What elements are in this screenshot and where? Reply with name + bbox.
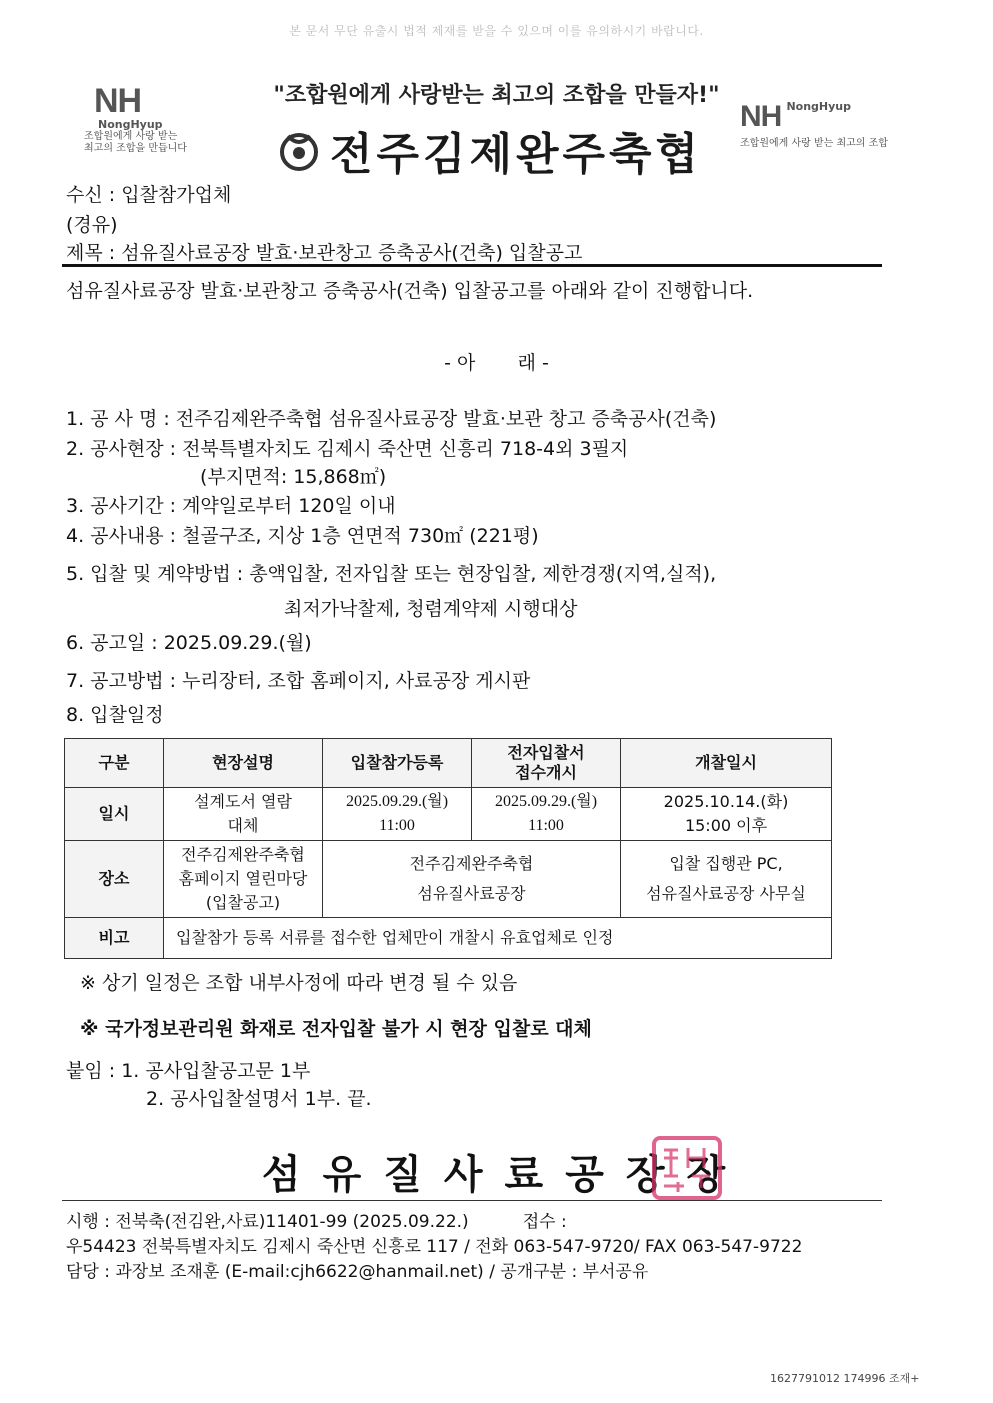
item-5: 5. 입찰 및 계약방법 : 총액입찰, 전자입찰 또는 현장입찰, 제한경쟁(지역,실적), xyxy=(66,563,717,585)
note-fire-fallback: ※ 국가정보관리원 화재로 전자입찰 불가 시 현장 입찰로 대체 xyxy=(80,1018,592,1040)
time-registration: 2025.09.29.(월) 11:00 xyxy=(323,788,472,841)
time-briefing: 설계도서 열람 대체 xyxy=(164,788,323,841)
header-cell-briefing: 현장설명 xyxy=(164,739,323,788)
nh-logo-right xyxy=(740,100,890,150)
footer-contact: 담당 : 과장보 조재훈 (E-mail:cjh6622@hanmail.net) / 공개구분 : 부서공유 xyxy=(66,1262,649,1282)
top-notice: 본 문서 무단 유출시 법적 제재를 받을 수 있으며 이를 유의하시기 바랍니다. xyxy=(289,24,704,38)
table-row-place xyxy=(65,841,832,918)
header-rule xyxy=(62,264,882,267)
item-2: 2. 공사현장 : 전북특별자치도 김제시 죽산면 신흥리 718-4외 3필지 xyxy=(66,438,629,460)
header-cell-registration: 입찰참가등록 xyxy=(323,739,472,788)
org-name: 전주김제완주축협 xyxy=(330,129,703,180)
place-briefing: 전주김제완주축협 홈페이지 열린마당 (입찰공고) xyxy=(164,841,323,918)
nh-logo-left-mark: NH xyxy=(94,82,142,120)
document-number: 1627791012 174996 조재+ xyxy=(770,1372,920,1385)
nh-logo-right-tagline: 조합원에게 사랑 받는 최고의 조합 xyxy=(740,138,888,149)
via-line: (경유) xyxy=(66,214,118,236)
cooperative-emblem-icon xyxy=(276,126,322,172)
sender-title: 섬유질사료공장장 xyxy=(262,1152,748,1198)
footer-rule xyxy=(62,1200,882,1201)
time-opening: 2025.10.14.(화) 15:00 이후 xyxy=(621,788,832,841)
item-5-cont: 최저가낙찰제, 청렴계약제 시행대상 xyxy=(284,598,578,620)
attachment-2: 2. 공사입찰설명서 1부. 끝. xyxy=(146,1088,372,1110)
intro-text: 섬유질사료공장 발효·보관창고 증축공사(건축) 입찰공고를 아래와 같이 진행합니다. xyxy=(66,280,754,302)
slogan: "조합원에게 사랑받는 최고의 조합을 만들자!" xyxy=(273,83,720,108)
item-8: 8. 입찰일정 xyxy=(66,704,164,726)
table-row-remark xyxy=(65,918,832,959)
recipient-line: 수신 : 입찰참가업체 xyxy=(66,184,232,206)
footer-address: 우54423 전북특별자치도 김제시 죽산면 신흥로 117 / 전화 063-547-9720/ FAX 063-547-9722 xyxy=(66,1237,803,1257)
place-registration: 전주김제완주축협 섬유질사료공장 xyxy=(323,841,621,918)
official-seal-stamp xyxy=(648,1132,726,1204)
item-2-area: (부지면적: 15,868㎡) xyxy=(200,466,387,488)
header-cell-e-bid: 전자입찰서 접수개시 xyxy=(472,739,621,788)
remark-text: 입찰참가 등록 서류를 접수한 업체만이 개찰시 유효업체로 인정 xyxy=(164,918,832,959)
time-e-bid: 2025.09.29.(월) 11:00 xyxy=(472,788,621,841)
item-4: 4. 공사내용 : 철골구조, 지상 1층 연면적 730㎡ (221평) xyxy=(66,525,539,547)
nh-logo-right-mark: NH xyxy=(740,100,782,133)
row-label-remark: 비고 xyxy=(65,918,164,959)
header-cell-opening: 개찰일시 xyxy=(621,739,832,788)
nh-logo-left-brand: NongHyup xyxy=(98,118,163,131)
nh-logo-left-tagline-2: 최고의 조합을 만듭니다 xyxy=(84,143,187,154)
item-6: 6. 공고일 : 2025.09.29.(월) xyxy=(66,632,312,654)
nh-logo-right-brand: NongHyup xyxy=(786,100,851,113)
place-opening: 입찰 집행관 PC, 섬유질사료공장 사무실 xyxy=(621,841,832,918)
row-label-place: 장소 xyxy=(65,841,164,918)
attachment-1: 붙임 : 1. 공사입찰공고문 1부 xyxy=(66,1060,311,1082)
table-header-row xyxy=(65,739,832,788)
header-cell-category: 구분 xyxy=(65,739,164,788)
item-7: 7. 공고방법 : 누리장터, 조합 홈페이지, 사료공장 게시판 xyxy=(66,670,531,692)
item-1: 1. 공 사 명 : 전주김제완주축협 섬유질사료공장 발효·보관 창고 증축공사(건축) xyxy=(66,408,717,430)
footer-enforcement: 시행 : 전북축(전김완,사료)11401-99 (2025.09.22.) 접수 : xyxy=(66,1212,567,1232)
note-schedule-change: ※ 상기 일정은 조합 내부사정에 따라 변경 될 수 있음 xyxy=(80,972,518,994)
table-row-time xyxy=(65,788,832,841)
item-3: 3. 공사기간 : 계약일로부터 120일 이내 xyxy=(66,495,396,517)
nh-logo-left-tagline-1: 조합원에게 사랑 받는 xyxy=(84,131,178,142)
bid-schedule-table xyxy=(64,738,832,959)
row-label-time: 일시 xyxy=(65,788,164,841)
subject-line: 제목 : 섬유질사료공장 발효·보관창고 증축공사(건축) 입찰공고 xyxy=(66,242,583,264)
below-title: - 아 래 - xyxy=(444,352,549,374)
